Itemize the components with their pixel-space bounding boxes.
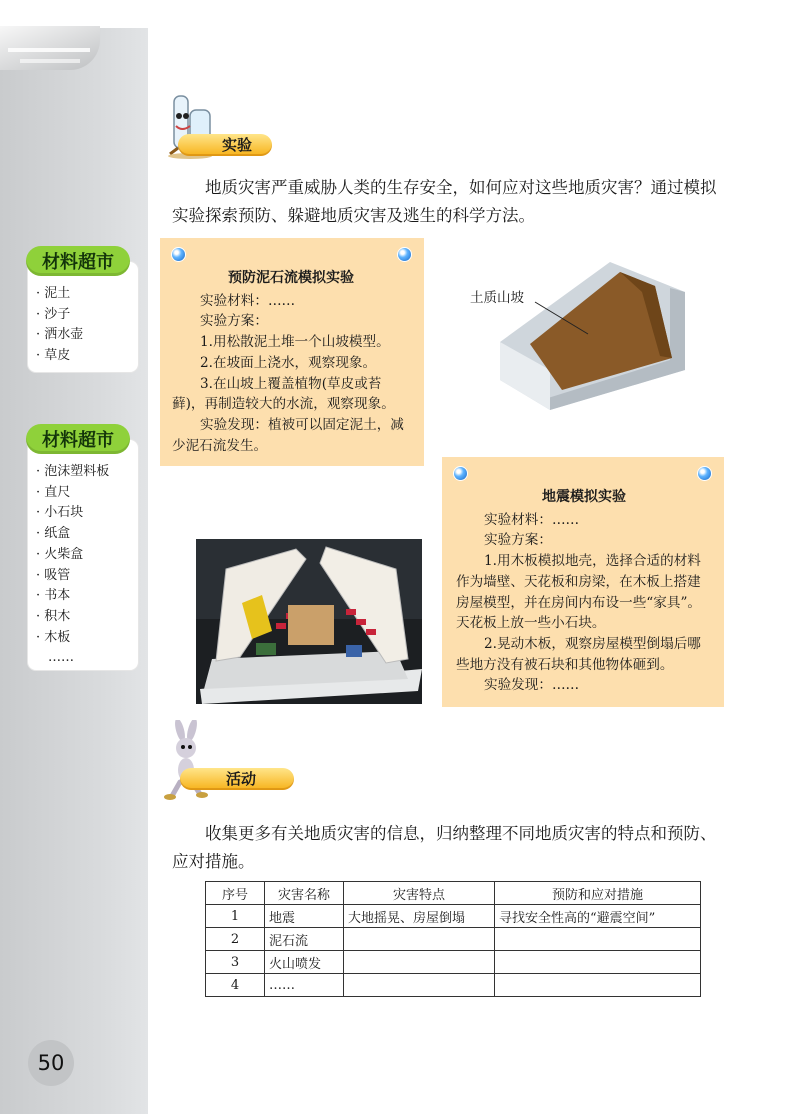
- mudslide-line: 实验方案：: [200, 313, 268, 330]
- materials-item: · 纸盒: [36, 524, 138, 545]
- materials-box-title: 材料超市: [26, 424, 130, 454]
- earthquake-line: 实验方案：: [484, 532, 552, 549]
- earthquake-line: 2.晃动木板，观察房屋模型倒塌后哪些地方没有被石块和其他物体砸到。: [456, 635, 701, 673]
- mudslide-line: 实验材料：……: [200, 292, 296, 309]
- table-cell: 泥石流: [265, 928, 344, 951]
- earthquake-line: 1.用木板模拟地壳，选择合适的材料作为墙壁、天花板和房梁，在木板上搭建房屋模型，并在房间内布设一些“家具”。天花板上放一些小石块。: [456, 553, 701, 632]
- table-row: [206, 974, 701, 997]
- earthquake-line: 实验发现：……: [484, 677, 580, 694]
- materials-item: · 草皮: [36, 346, 138, 367]
- intro-paragraph: 地质灾害严重威胁人类的生存安全，如何应对这些地质灾害？通过模拟实验探索预防、躲避地质灾害及逃生的科学方法。: [172, 178, 717, 225]
- materials-box-1: [28, 252, 138, 372]
- materials-item: · 直尺: [36, 483, 138, 504]
- mudslide-title: 预防泥石流模拟实验: [228, 270, 354, 286]
- table-cell: [495, 928, 701, 951]
- table-cell: 地震: [265, 905, 344, 928]
- earthquake-title: 地震模拟实验: [542, 489, 626, 505]
- table-row: [206, 928, 701, 951]
- disaster-table: [205, 881, 701, 997]
- table-cell: [344, 928, 495, 951]
- materials-item: · 火柴盒: [36, 545, 138, 566]
- corner-tab-decoration: [0, 26, 100, 70]
- earthquake-line: 实验材料：……: [484, 511, 580, 528]
- table-cell: 4: [206, 974, 265, 997]
- table-cell: [344, 951, 495, 974]
- materials-item: · 泥土: [36, 284, 138, 305]
- materials-box-2: [28, 430, 138, 670]
- activity-badge: 活动: [180, 768, 294, 790]
- mudslide-line: 实验发现：植被可以固定泥土，减少泥石流发生。: [172, 416, 404, 454]
- materials-item: · 小石块: [36, 503, 138, 524]
- materials-item: · 积木: [36, 607, 138, 628]
- mudslide-line: 1.用松散泥土堆一个山坡模型。: [200, 334, 390, 351]
- table-row: [206, 951, 701, 974]
- table-cell: 火山喷发: [265, 951, 344, 974]
- table-cell: 2: [206, 928, 265, 951]
- experiment-badge: 实验: [178, 134, 272, 156]
- table-row: [206, 905, 701, 928]
- table-header-cell: 序号: [206, 882, 265, 905]
- table-cell: [344, 974, 495, 997]
- materials-item: · 书本: [36, 586, 138, 607]
- mudslide-line: 2.在坡面上浇水，观察现象。: [200, 354, 377, 371]
- mudslide-line: 3.在山坡上覆盖植物(草皮或苔藓)，再制造较大的水流，观察现象。: [172, 375, 395, 413]
- slope-label: 土质山坡: [470, 290, 524, 306]
- table-cell: 寻找安全性高的“避震空间”: [495, 905, 701, 928]
- table-cell: 1: [206, 905, 265, 928]
- table-cell: [495, 974, 701, 997]
- page-number: 50: [28, 1040, 74, 1086]
- table-cell: [495, 951, 701, 974]
- soil-slope-illustration: [490, 252, 700, 417]
- table-header-cell: 灾害名称: [265, 882, 344, 905]
- materials-item: · 吸管: [36, 566, 138, 587]
- materials-item: · 沙子: [36, 305, 138, 326]
- earthquake-experiment-box: [442, 457, 724, 707]
- materials-box-title: 材料超市: [26, 246, 130, 276]
- materials-item: · 泡沫塑料板: [36, 462, 138, 483]
- table-cell: 3: [206, 951, 265, 974]
- house-model-photo: [196, 539, 422, 704]
- table-header-cell: 灾害特点: [344, 882, 495, 905]
- table-header-row: [206, 882, 701, 905]
- materials-list: [28, 440, 138, 677]
- materials-item: · 木板: [36, 628, 138, 649]
- table-cell: 大地摇晃、房屋倒塌: [344, 905, 495, 928]
- materials-list: [28, 262, 138, 375]
- mudslide-experiment-box: [160, 238, 424, 466]
- materials-more: ……: [48, 650, 74, 666]
- table-header-cell: 预防和应对措施: [495, 882, 701, 905]
- activity-paragraph: 收集更多有关地质灾害的信息，归纳整理不同地质灾害的特点和预防、应对措施。: [172, 824, 717, 871]
- materials-item: · 洒水壶: [36, 325, 138, 346]
- table-cell: ……: [265, 974, 344, 997]
